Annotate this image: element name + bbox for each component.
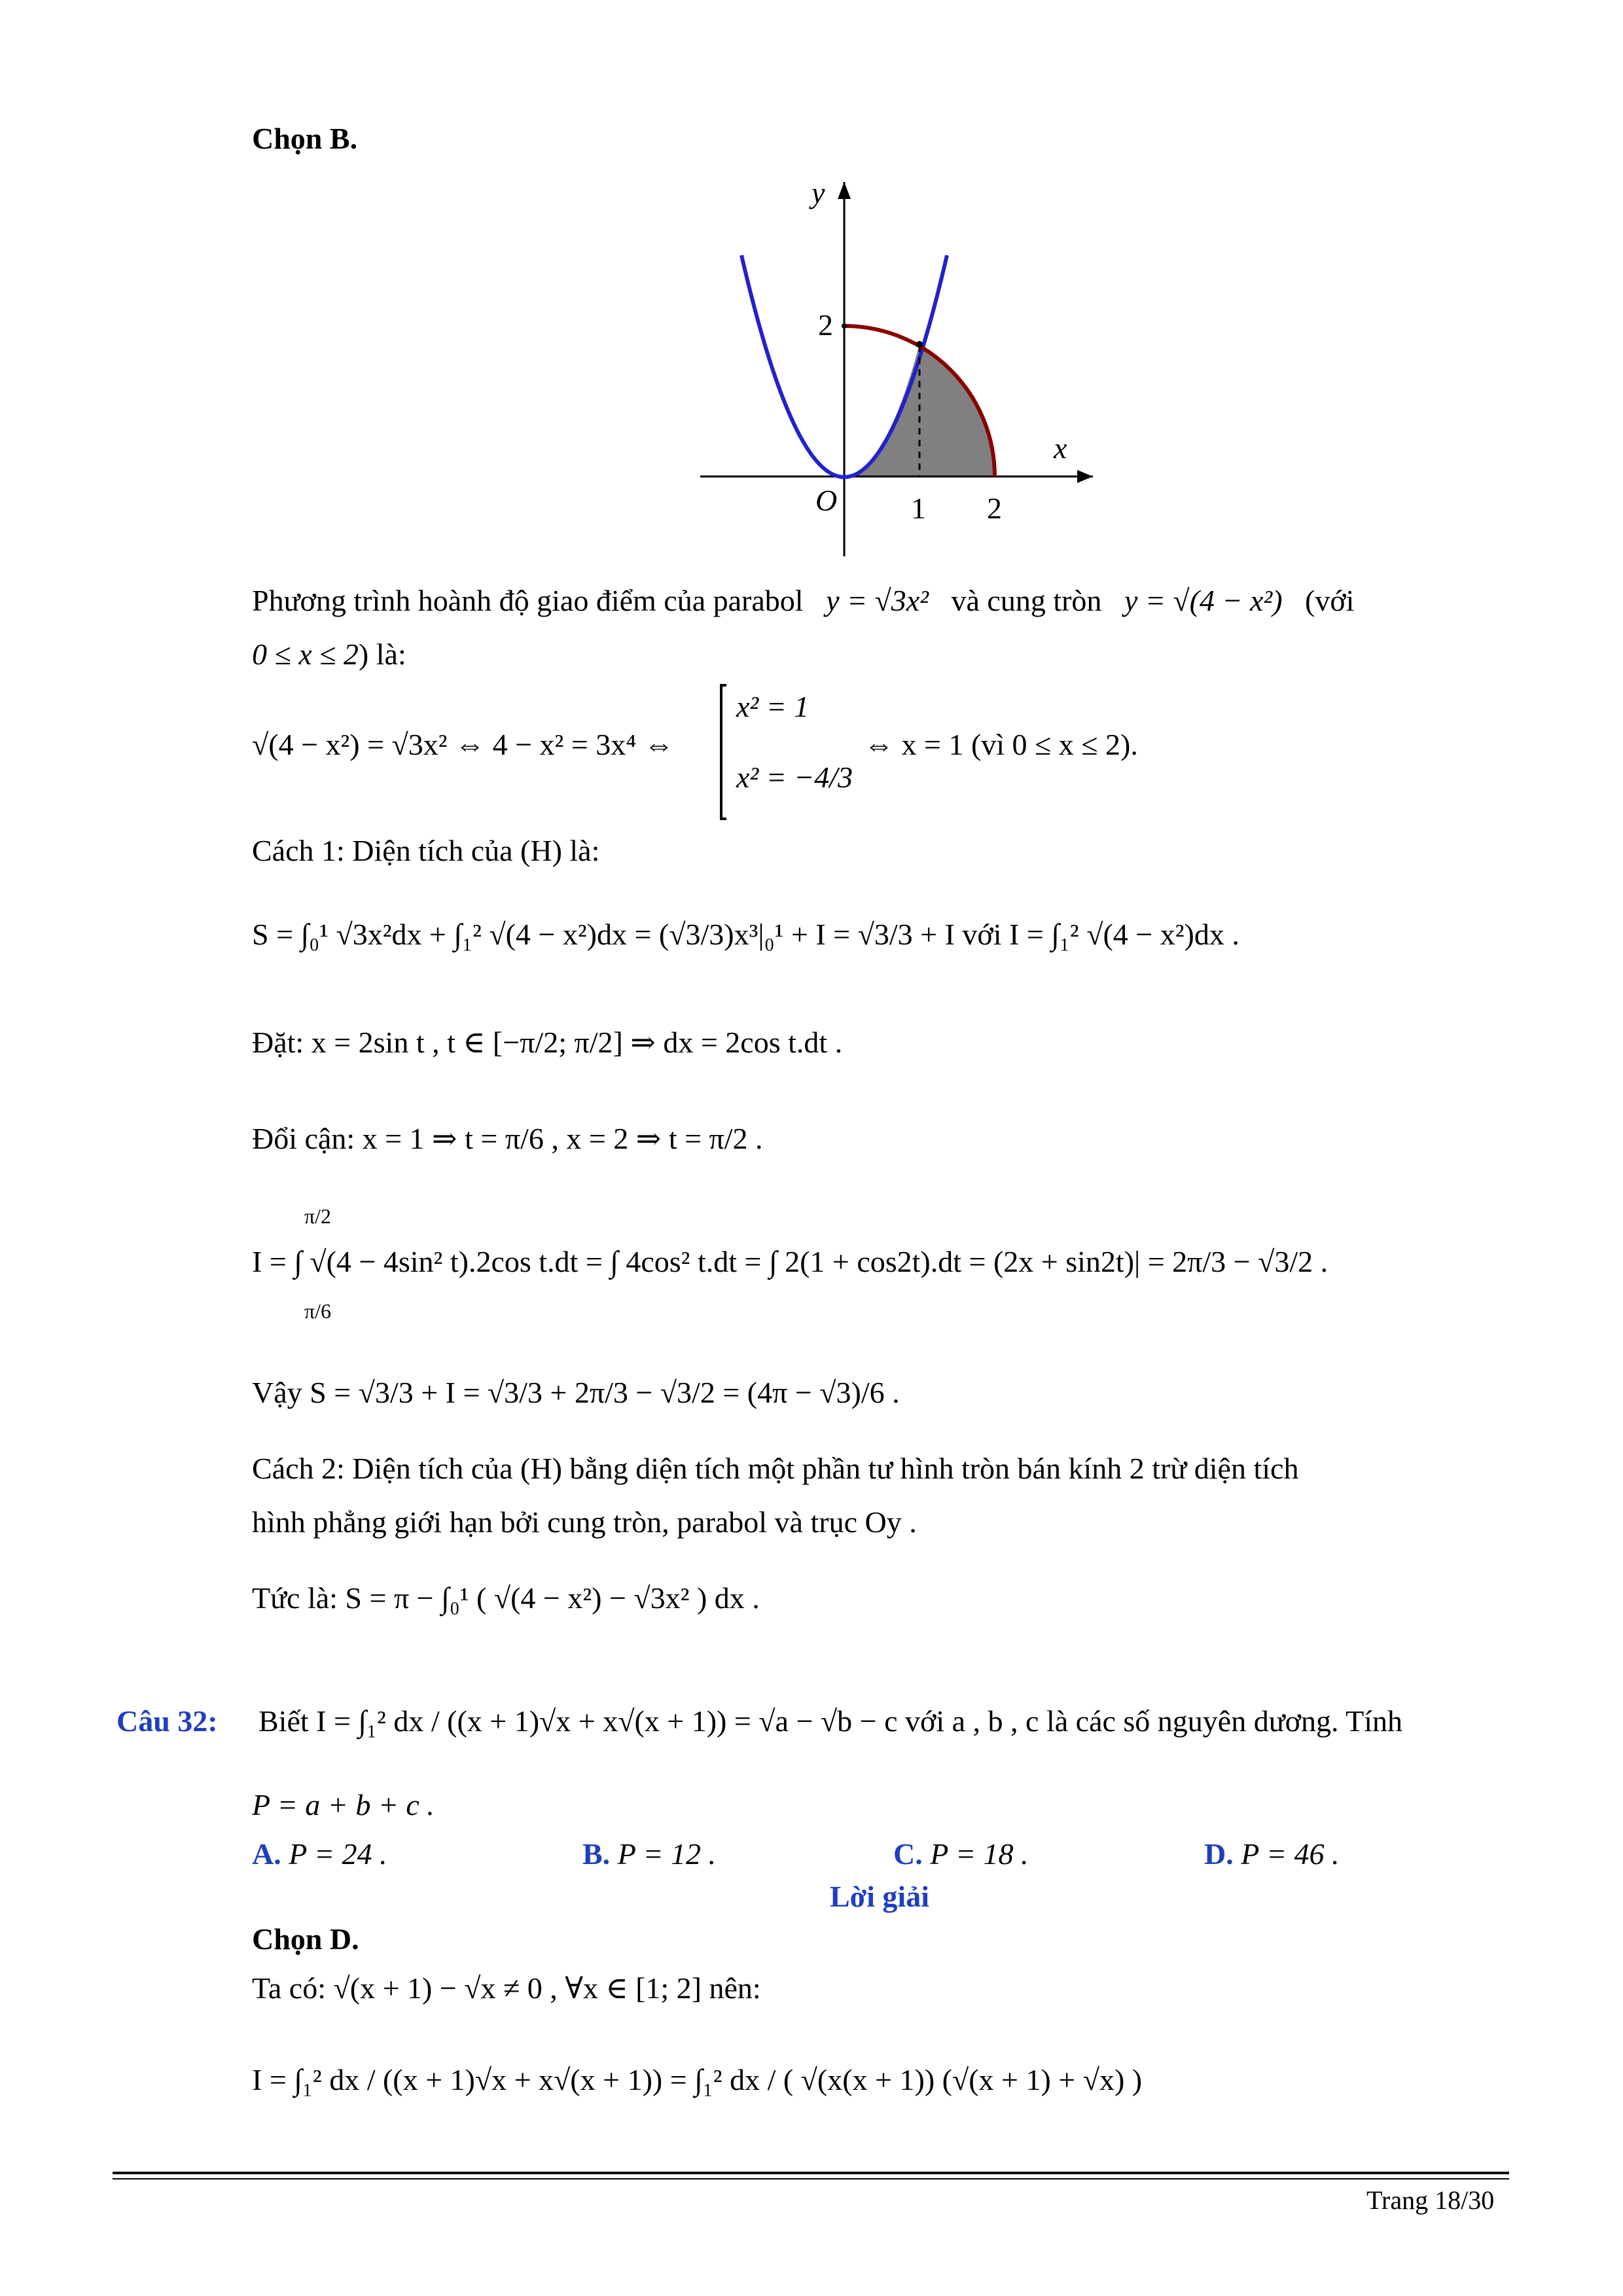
option-a-key: A. [252,1837,281,1871]
method1-area-formula: S = ∫₀¹ √3x²dx + ∫₁² √(4 − x²)dx = (√3/3)x³|₀¹ + I = √3/3 + I với I = ∫₁² √(4 − x²)dx . [252,918,1240,951]
intro-line-2 [252,636,406,672]
tick-x2: 2 [987,492,1002,525]
integral-upper-limit: π/2 [304,1204,332,1228]
intro-and: và cung tròn [951,584,1102,617]
page-number: Trang 18/30 [1366,2185,1495,2215]
parabola-eq: y = √3x² [826,584,929,617]
method1-bounds: Đổi cận: x = 1 ⇒ t = π/6 , x = 2 ⇒ t = π/2 . [252,1122,763,1155]
option-d-value: P = 46 . [1241,1837,1340,1871]
case-bracket [720,684,726,820]
domain-cond: 0 ≤ x ≤ 2 [252,637,359,671]
solution-choice: Chọn D. [252,1922,359,1956]
option-a[interactable] [252,1836,387,1872]
option-b[interactable] [582,1836,716,1872]
method1-result: Vậy S = √3/3 + I = √3/3 + 2π/3 − √3/2 = (4π − √3)/6 . [252,1376,900,1409]
intro-tail: (với [1305,584,1355,617]
footer-rule-thick [113,2172,1509,2174]
intersection-eq-lhs: √(4 − x²) = √3x² ⇔ 4 − x² = 3x⁴ ⇔ [252,728,674,761]
method1-title: Cách 1: Diện tích của (H) là: [252,834,600,867]
method1-integral-I: I = ∫ √(4 − 4sin² t).2cos t.dt = ∫ 4cos² t.dt = ∫ 2(1 + cos2t).dt = (2x + sin2t)| = 2π/3 − √3/2 . [252,1245,1329,1278]
intro-end: ) là: [358,637,406,671]
option-d[interactable] [1204,1836,1340,1872]
method2-line2: hình phẳng giới hạn bởi cung tròn, parabol và trục Oy . [252,1505,917,1539]
solution-integral: I = ∫₁² dx / ((x + 1)√x + x√(x + 1)) = ∫₁² dx / ( √(x(x + 1)) (√(x + 1) + √x) ) [252,2063,1143,2096]
option-a-value: P = 24 . [289,1837,387,1871]
intro-text: Phương trình hoành độ giao điểm của parabol [252,584,804,617]
method2-formula: Tức là: S = π − ∫₀¹ ( √(4 − x²) − √3x² ) dx . [252,1581,760,1615]
option-c-value: P = 18 . [930,1837,1029,1871]
option-c[interactable] [893,1836,1029,1872]
x-axis-arrow [1077,470,1093,483]
question-32-line2: P = a + b + c . [252,1788,435,1821]
question-32-text: Biết I = ∫₁² dx / ((x + 1)√x + x√(x + 1)) = √a − √b − c với a , b , c là các số nguyên dương. Tính [259,1704,1403,1738]
case-2: x² = −4/3 [736,761,853,794]
x-label: x [1054,431,1067,465]
solution-taco: Ta có: √(x + 1) − √x ≠ 0 , ∀x ∈ [1; 2] nên: [252,1971,761,2005]
option-b-key: B. [582,1837,611,1871]
footer-rule-thin [113,2178,1509,2179]
y-axis-arrow [838,182,851,199]
point-y2 [842,323,847,329]
tick-y2: 2 [818,308,833,342]
y-label: y [812,176,825,209]
method2-title: Cách 2: Diện tích của (H) bằng diện tích một phần tư hình tròn bán kính 2 trừ diện tích [252,1452,1299,1485]
option-c-key: C. [893,1837,923,1871]
case-1: x² = 1 [736,690,810,723]
origin-label: O [815,484,838,517]
area-graph [687,170,1093,563]
question-32-label: Câu 32: [116,1704,218,1738]
method1-substitution: Đặt: x = 2sin t , t ∈ [−π/2; π/2] ⇒ dx = 2cos t.dt . [252,1026,843,1059]
option-b-value: P = 12 . [617,1837,716,1871]
intro-line-1 [252,583,1354,619]
tick-x1: 1 [911,492,926,525]
solution-title: Lời giải [830,1880,929,1913]
intersection-eq-rhs: ⇔ x = 1 (vì 0 ≤ x ≤ 2). [864,728,1138,761]
circle-eq: y = √(4 − x²) [1124,584,1283,617]
choice-label: Chọn B. [252,122,358,155]
integral-lower-limit: π/6 [304,1299,332,1323]
option-d-key: D. [1204,1837,1234,1871]
intersection-point [916,341,923,348]
